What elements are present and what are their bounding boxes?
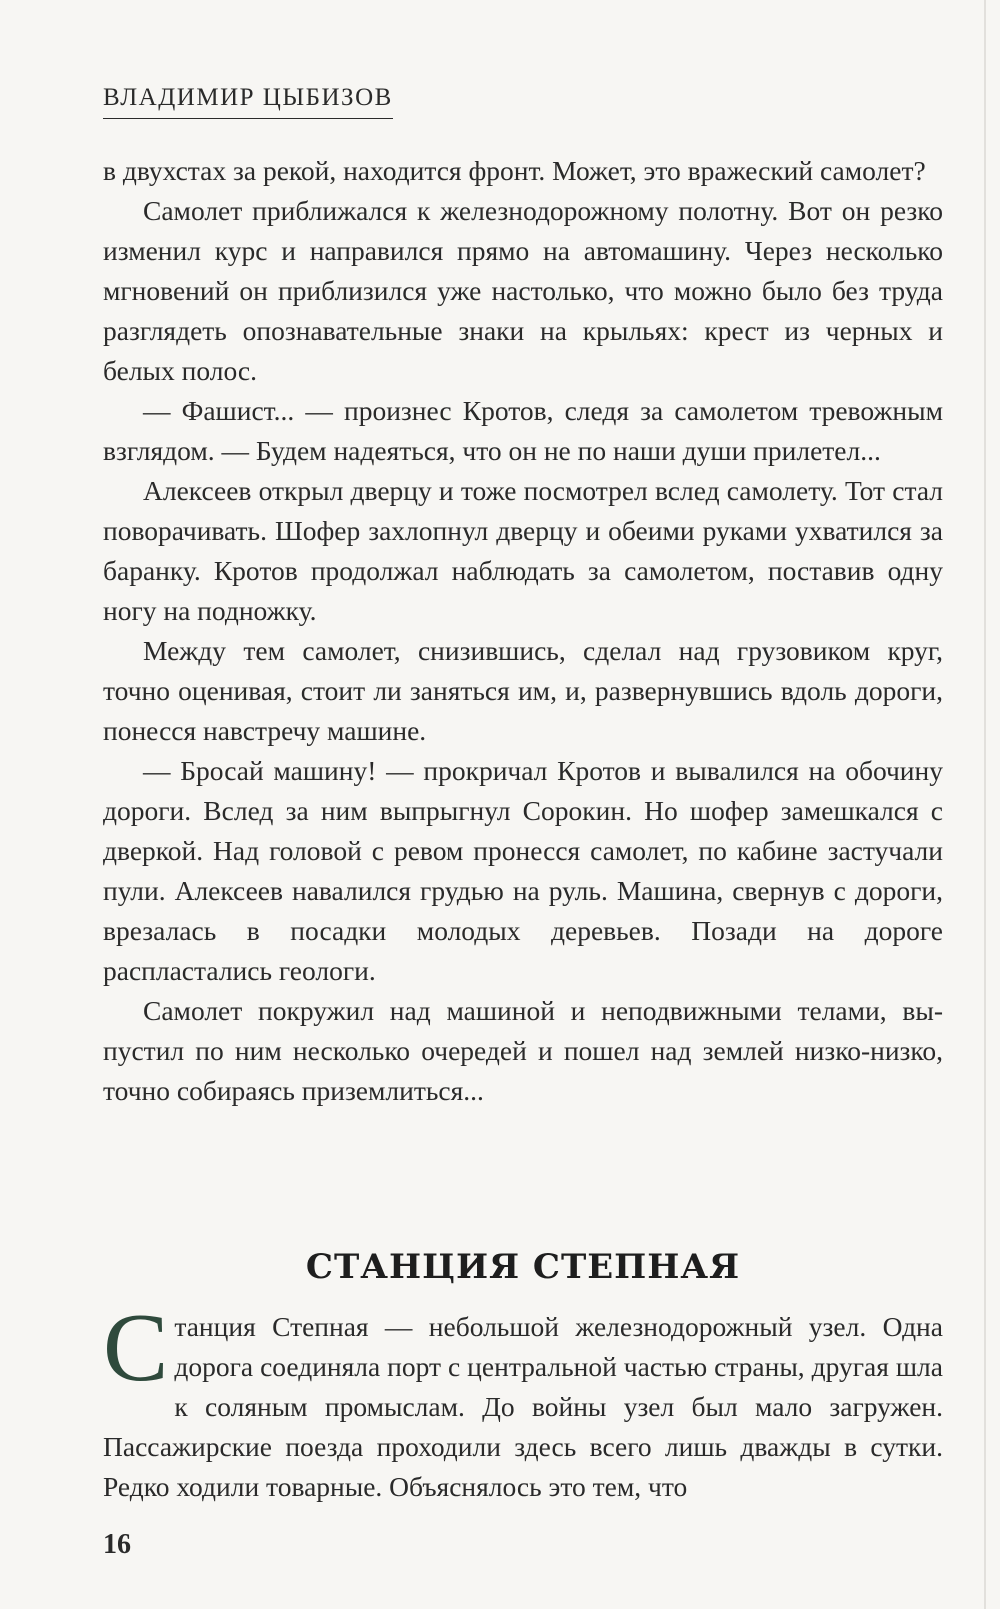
chapter-text xyxy=(103,1294,943,1507)
chapter-paragraph-1-text: танция Степная — небольшой железнодорожный узел. Одна дорога соединяла порт с центральной частью страны, другая шла к соляным промыслам. До войны узел был мало загружен. Пассажирские поезда проходили здесь всего лишь дважды в сутки. Редко ходили товарные. Объяснялось это тем, что xyxy=(103,1311,943,1502)
page-edge xyxy=(984,0,986,1609)
chapter-title: СТАНЦИЯ СТЕПНАЯ xyxy=(305,1247,741,1287)
paragraph-4: Алексеев открыл дверцу и тоже посмотрел вслед самолету. Тот стал поворачивать. Шофер захлопнул дверцу и обеими руками ухватился за баранку. Кротов продолжал наблюдать за самолетом, поставив одну ногу на подножку. xyxy=(103,475,943,626)
paragraph-3: — Фашист... — произнес Кротов, следя за самолетом тревожным взглядом. — Будем надеяться, что он не по наши души прилетел... xyxy=(103,395,943,466)
paragraph-1: в двухстах за рекой, находится фронт. Может, это вражеский самолет? xyxy=(103,155,926,186)
body-text xyxy=(103,151,943,1111)
page-number: 16 xyxy=(103,1529,131,1560)
drop-cap: С xyxy=(103,1294,169,1402)
paragraph-6: — Бросай машину! — прокричал Кротов и вывалился на обочину дороги. Вслед за ним выпрыгнул Сорокин. Но шофер замешкался с дверкой. Над головой с ревом пронесся самолет, по кабине застучали пули. Алексеев навалился грудью на руль. Машина, свернув с дороги, врезалась в посадки молодых деревьев. Позади на дороге распластались геологи. xyxy=(103,755,943,986)
paragraph-2: Самолет приближался к железнодорожному полотну. Вот он резко изменил курс и направился прямо на автомашину. Через несколько мгновений он приблизился уже настолько, что можно было без труда разглядеть опознавательные знаки на крыльях: крест из черных и белых полос. xyxy=(103,195,943,386)
chapter-paragraph-1 xyxy=(103,1294,943,1507)
running-header-author: ВЛАДИМИР ЦЫБИЗОВ xyxy=(103,84,393,119)
paragraph-5: Между тем самолет, снизившись, сделал над грузовиком круг, точно оценивая, стоит ли заняться им, и, развернувшись вдоль дороги, понесся навстречу машине. xyxy=(103,635,943,746)
paragraph-7: Самолет покружил над машиной и неподвижными телами, выпустил по ним несколько очередей и пошел над землей низко-низко, точно собираясь приземлиться... xyxy=(103,995,943,1106)
